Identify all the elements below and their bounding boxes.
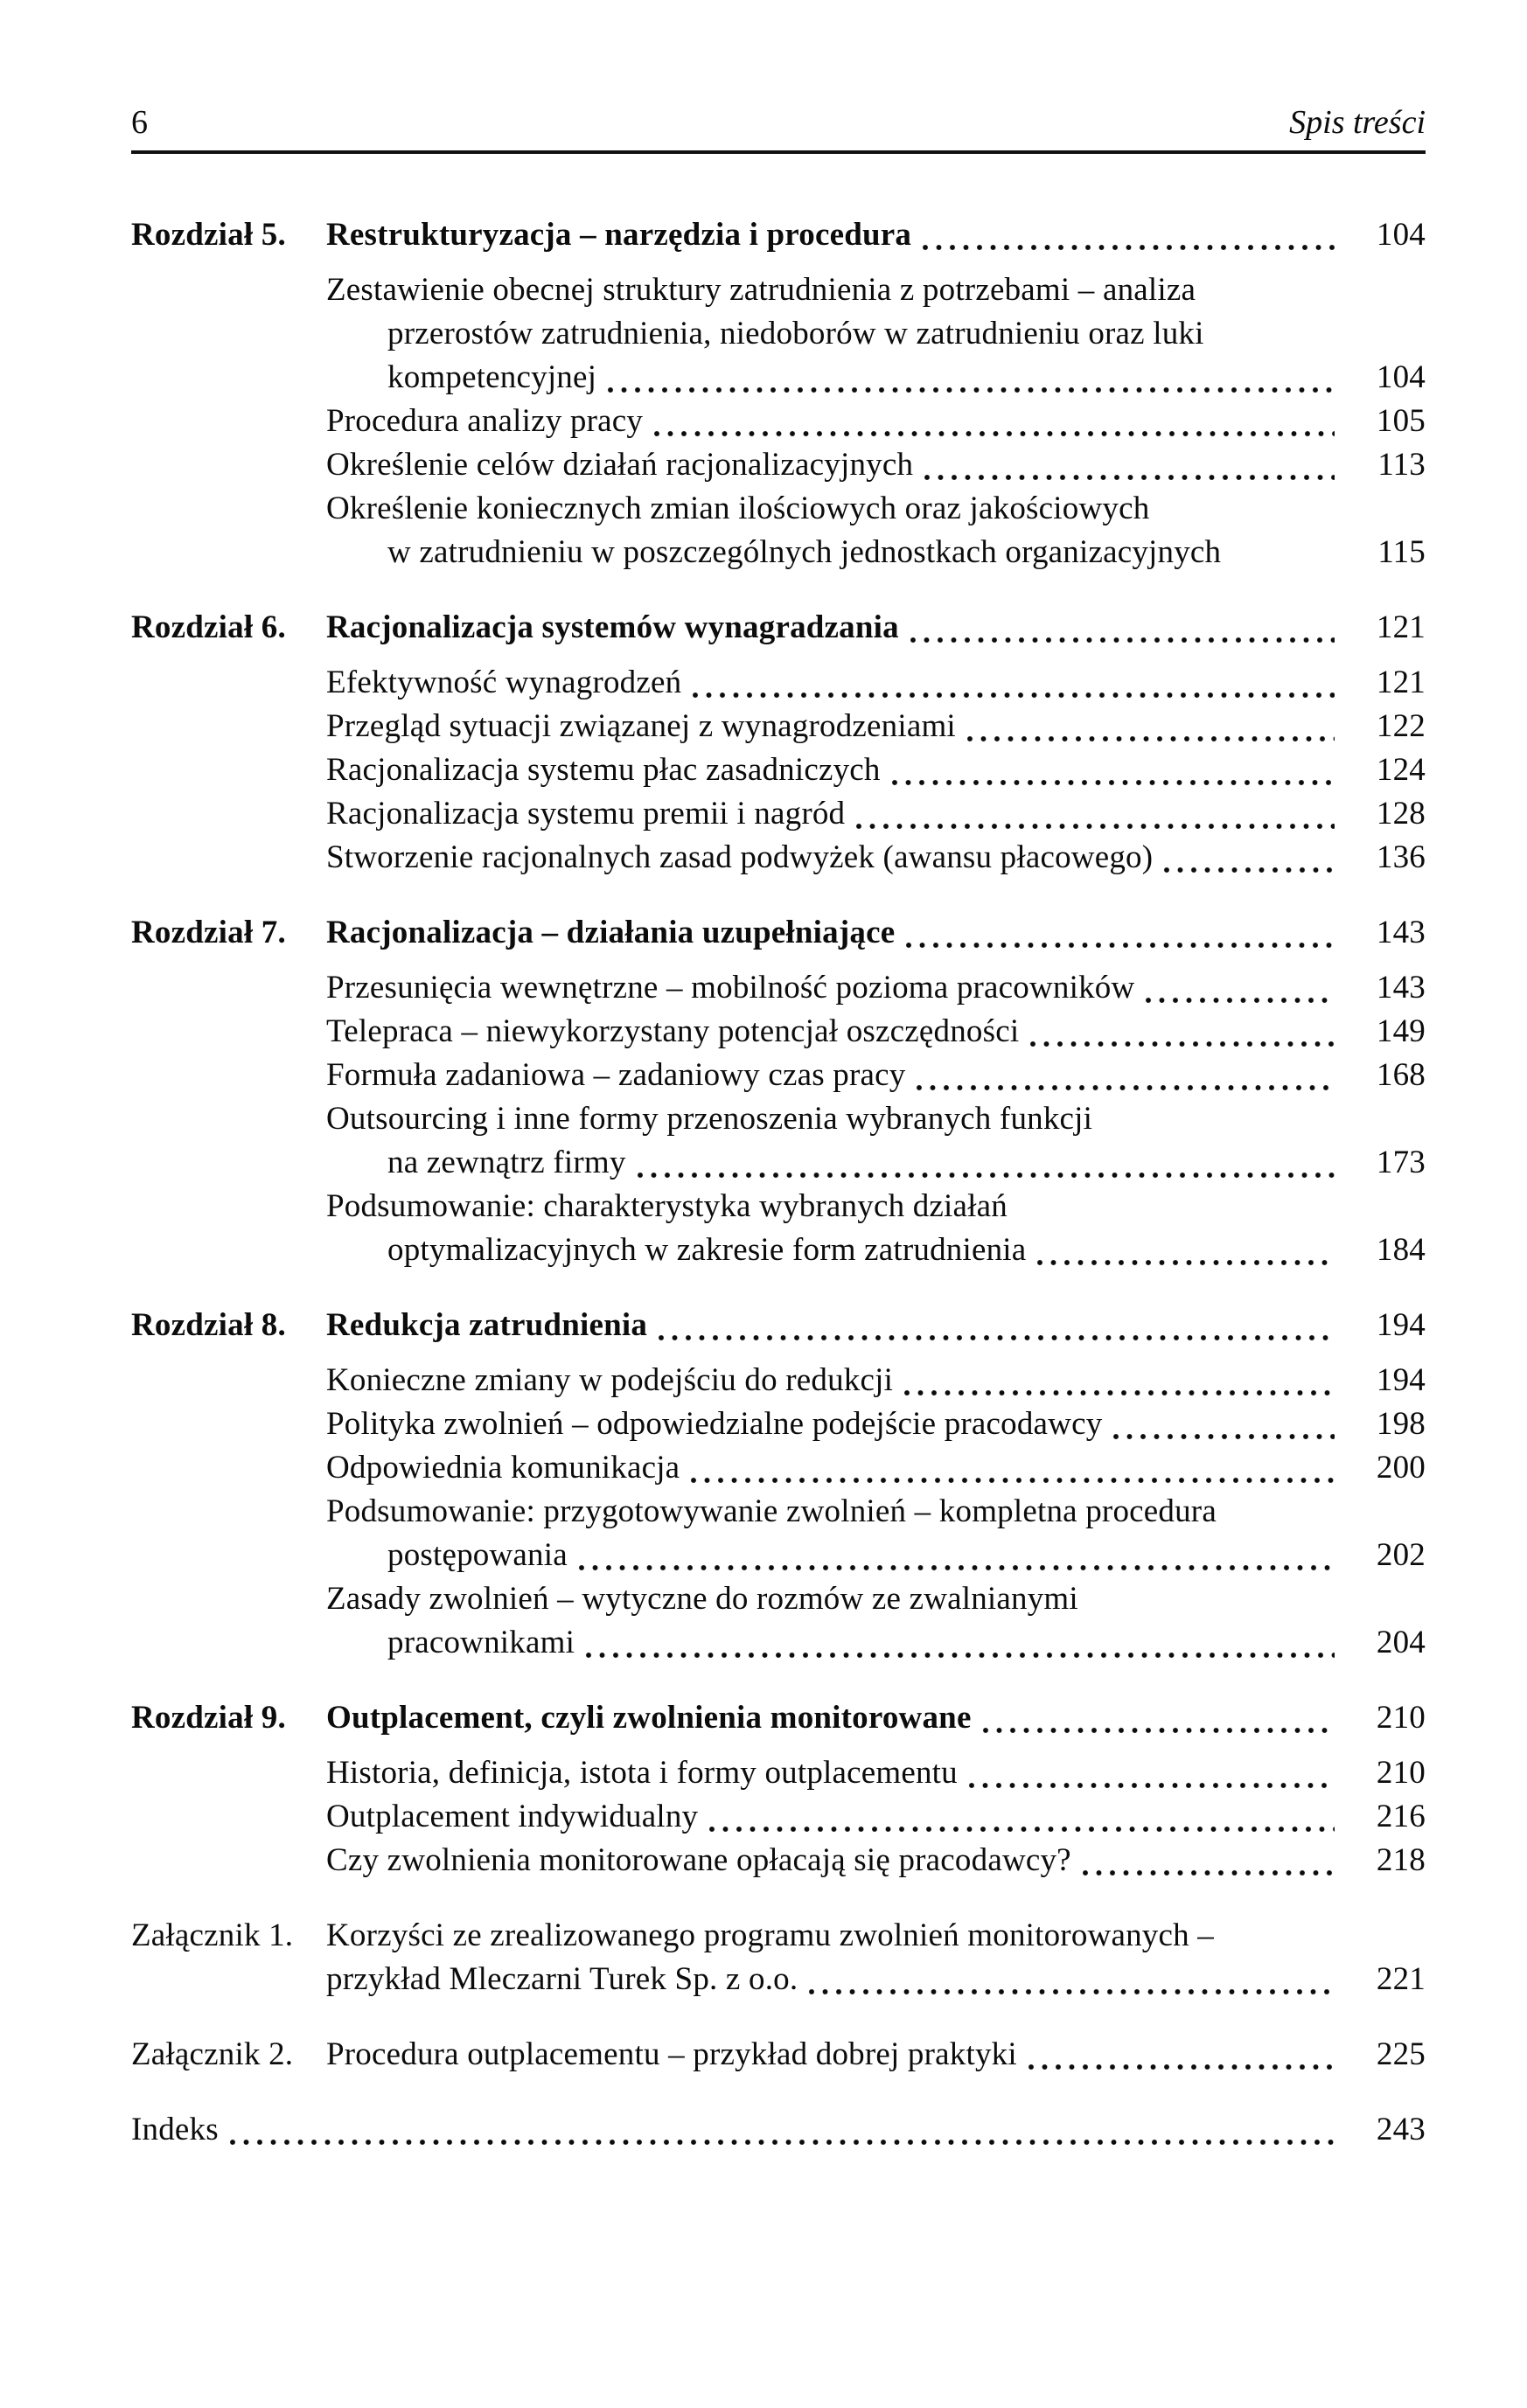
subentry-text: Przesunięcia wewnętrzne – mobilność pozioma pracowników	[326, 970, 1135, 1006]
page-ref: 210	[1376, 1755, 1426, 1791]
subentry-text: Podsumowanie: przygotowywanie zwolnień – kompletna procedura	[326, 1493, 1217, 1529]
running-title: Spis treści	[1289, 104, 1426, 141]
toc-line	[326, 1914, 1426, 1958]
toc-entry-zalacznik-2	[131, 2033, 1426, 2077]
dot-leader	[1161, 836, 1335, 880]
appendix-heading	[131, 2033, 1426, 2077]
toc-line	[326, 1228, 1426, 1272]
subentry-text: Racjonalizacja systemu premii i nagród	[326, 796, 846, 832]
chapter-heading	[131, 213, 1426, 257]
subentry-text: Czy zwolnienia monitorowane opłacają się pracodawcy?	[326, 1842, 1071, 1878]
chapter-subentries	[326, 268, 1426, 574]
dot-leader	[889, 748, 1335, 792]
toc-subentry	[326, 748, 1426, 792]
page-ref: 216	[1376, 1799, 1426, 1834]
subentry-text: kompetencyjnej	[387, 359, 597, 395]
subentry-text: Podsumowanie: charakterystyka wybranych działań	[326, 1188, 1008, 1224]
toc-subentry	[326, 1402, 1426, 1446]
appendix-heading	[131, 1914, 1426, 2001]
page-number: 6	[131, 104, 148, 141]
page-ref: 104	[1376, 359, 1426, 395]
toc-subentry	[326, 1490, 1426, 1577]
page-ref: 121	[1376, 665, 1426, 700]
toc-line	[326, 487, 1426, 531]
toc-line	[326, 1621, 1426, 1665]
toc-subentry	[326, 1185, 1426, 1272]
subentry-text: na zewnątrz firmy	[387, 1145, 626, 1180]
appendix-title: przykład Mleczarni Turek Sp. z o.o.	[326, 1961, 798, 1997]
toc-line	[326, 1010, 1426, 1054]
toc-subentry	[326, 705, 1426, 748]
toc-line	[326, 1402, 1426, 1446]
page-ref: 128	[1376, 796, 1426, 832]
dot-leader	[583, 1621, 1335, 1665]
chapter-title-lines	[326, 1696, 1426, 1740]
page-ref: 105	[1376, 403, 1426, 439]
toc-line	[326, 748, 1426, 792]
toc-line	[326, 268, 1426, 312]
appendix-title-lines	[326, 2033, 1426, 2077]
subentry-text: Określenie celów działań racjonalizacyjnych	[326, 447, 914, 483]
page-ref: 149	[1376, 1013, 1426, 1049]
subentry-text: Stworzenie racjonalnych zasad podwyżek (awansu płacowego)	[326, 839, 1154, 875]
dot-leader	[903, 911, 1335, 955]
toc-line	[326, 1958, 1426, 2001]
dot-leader	[914, 1054, 1335, 1097]
page-ref: 210	[1376, 1700, 1426, 1736]
toc-subentry	[326, 268, 1426, 400]
subentry-text: Outsourcing i inne formy przenoszenia wybranych funkcji	[326, 1101, 1093, 1137]
toc-line	[326, 1097, 1426, 1141]
dot-leader	[980, 1696, 1335, 1740]
chapter-heading	[131, 911, 1426, 955]
toc-line	[326, 1185, 1426, 1228]
toc-entry-zalacznik-1	[131, 1914, 1426, 2001]
page-ref: 184	[1376, 1232, 1426, 1268]
page-ref: 115	[1377, 534, 1426, 570]
subentry-text: Przegląd sytuacji związanej z wynagrodzeniami	[326, 708, 956, 744]
chapter-subentries	[326, 1359, 1426, 1665]
page-ref: 243	[1376, 2112, 1426, 2147]
subentry-text: Odpowiednia komunikacja	[326, 1450, 680, 1486]
subentry-text: Historia, definicja, istota i formy outplacementu	[326, 1755, 958, 1791]
toc-entry-indeks	[131, 2108, 1426, 2152]
subentry-text: Określenie koniecznych zmian ilościowych oraz jakościowych	[326, 491, 1150, 526]
subentry-text: w zatrudnieniu w poszczególnych jednostkach organizacyjnych	[387, 534, 1222, 570]
page-ref: 113	[1377, 447, 1426, 483]
dot-leader	[806, 1958, 1335, 2001]
toc-line	[326, 1490, 1426, 1534]
toc-line	[326, 966, 1426, 1010]
toc-subentry	[326, 487, 1426, 574]
toc-subentry	[326, 1054, 1426, 1097]
toc-line	[326, 1359, 1426, 1402]
subentry-text: przerostów zatrudnienia, niedoborów w zatrudnieniu oraz luki	[387, 316, 1204, 351]
toc-subentry	[326, 1577, 1426, 1665]
subentry-text: Konieczne zmiany w podejściu do redukcji	[326, 1362, 894, 1398]
toc-subentry	[326, 1010, 1426, 1054]
toc-subentry	[326, 661, 1426, 705]
chapter-title: Outplacement, czyli zwolnienia monitorowane	[326, 1700, 972, 1736]
chapter-title: Restrukturyzacja – narzędzia i procedura	[326, 217, 912, 253]
chapter-label: Rozdział 8.	[131, 1307, 286, 1343]
toc-entry-rozdzial-8	[131, 1304, 1426, 1665]
toc-line	[326, 1577, 1426, 1621]
page-ref: 173	[1376, 1145, 1426, 1180]
toc-line	[326, 1304, 1426, 1347]
subentry-text: Polityka zwolnień – odpowiedzialne podejście pracodawcy	[326, 1406, 1103, 1442]
dot-leader	[707, 1795, 1335, 1839]
toc-subentry	[326, 1446, 1426, 1490]
page-header	[131, 101, 1426, 143]
dot-leader	[1026, 2033, 1335, 2077]
dot-leader	[635, 1141, 1335, 1185]
toc-line	[326, 531, 1426, 574]
toc-line	[326, 356, 1426, 400]
subentry-text: Zestawienie obecnej struktury zatrudnienia z potrzebami – analiza	[326, 272, 1196, 308]
toc-line	[326, 1751, 1426, 1795]
chapter-heading	[131, 1304, 1426, 1347]
toc-line	[326, 836, 1426, 880]
page-ref: 122	[1376, 708, 1426, 744]
page-ref: 204	[1376, 1625, 1426, 1660]
chapter-title-lines	[326, 1304, 1426, 1347]
dot-leader	[1035, 1228, 1335, 1272]
index-title: Indeks	[131, 2112, 219, 2147]
dot-leader	[854, 792, 1335, 836]
dot-leader	[688, 1446, 1335, 1490]
subentry-text: Zasady zwolnień – wytyczne do rozmów ze zwalnianymi	[326, 1581, 1078, 1617]
page-ref: 202	[1376, 1537, 1426, 1573]
subentry-text: Procedura analizy pracy	[326, 403, 644, 439]
toc-line	[326, 792, 1426, 836]
page-ref: 124	[1376, 752, 1426, 788]
subentry-text: optymalizacyjnych w zakresie form zatrudnienia	[387, 1232, 1027, 1268]
page-ref: 200	[1376, 1450, 1426, 1486]
toc-line	[326, 705, 1426, 748]
dot-leader	[227, 2108, 1335, 2152]
dot-leader	[1080, 1839, 1335, 1883]
page-ref: 104	[1376, 217, 1426, 253]
chapter-label: Rozdział 6.	[131, 609, 286, 645]
toc-subentry	[326, 1097, 1426, 1185]
chapter-heading	[131, 606, 1426, 650]
dot-leader	[922, 443, 1335, 487]
page-ref: 143	[1376, 915, 1426, 950]
page-ref: 194	[1376, 1362, 1426, 1398]
dot-leader	[652, 400, 1335, 443]
page-ref: 194	[1376, 1307, 1426, 1343]
toc-line	[131, 2108, 1426, 2152]
page-ref: 225	[1376, 2036, 1426, 2072]
chapter-title-lines	[326, 606, 1426, 650]
subentry-text: Telepraca – niewykorzystany potencjał oszczędności	[326, 1013, 1020, 1049]
chapter-title: Redukcja zatrudnienia	[326, 1307, 648, 1343]
toc-entry-rozdzial-6	[131, 606, 1426, 880]
toc-subentry	[326, 792, 1426, 836]
page-ref: 221	[1376, 1961, 1426, 1997]
chapter-label: Rozdział 7.	[131, 915, 286, 950]
dot-leader	[690, 661, 1335, 705]
subentry-text: postępowania	[387, 1537, 568, 1573]
toc-entry-rozdzial-7	[131, 911, 1426, 1272]
toc-subentry	[326, 1795, 1426, 1839]
page-ref: 121	[1376, 609, 1426, 645]
appendix-title-lines	[326, 1914, 1426, 2001]
header-rule	[131, 150, 1426, 154]
dot-leader	[1143, 966, 1335, 1010]
dot-leader	[1028, 1010, 1335, 1054]
dot-leader	[1230, 531, 1335, 574]
page-ref: 136	[1376, 839, 1426, 875]
chapter-heading	[131, 1696, 1426, 1740]
page-ref: 143	[1376, 970, 1426, 1006]
toc-subentry	[326, 1751, 1426, 1795]
subentry-text: Formuła zadaniowa – zadaniowy czas pracy	[326, 1057, 906, 1093]
toc-line	[326, 2033, 1426, 2077]
appendix-label: Załącznik 1.	[131, 1917, 294, 1953]
page-ref: 168	[1376, 1057, 1426, 1093]
chapter-label: Rozdział 9.	[131, 1700, 286, 1736]
chapter-subentries	[326, 966, 1426, 1272]
toc-line	[326, 606, 1426, 650]
toc-subentry	[326, 836, 1426, 880]
toc-subentry	[326, 443, 1426, 487]
toc-line	[326, 1054, 1426, 1097]
dot-leader	[908, 606, 1335, 650]
dot-leader	[902, 1359, 1335, 1402]
subentry-text: Racjonalizacja systemu płac zasadniczych	[326, 752, 881, 788]
toc-line	[326, 1446, 1426, 1490]
subentry-text: Outplacement indywidualny	[326, 1799, 699, 1834]
dot-leader	[605, 356, 1335, 400]
dot-leader	[656, 1304, 1335, 1347]
chapter-title: Racjonalizacja – działania uzupełniające	[326, 915, 896, 950]
chapter-subentries	[326, 661, 1426, 880]
page-ref: 198	[1376, 1406, 1426, 1442]
subentry-text: Efektywność wynagrodzeń	[326, 665, 682, 700]
toc-line	[326, 1141, 1426, 1185]
chapter-title-lines	[326, 911, 1426, 955]
chapter-subentries	[326, 1751, 1426, 1883]
dot-leader	[920, 213, 1335, 257]
toc-subentry	[326, 400, 1426, 443]
toc-line	[326, 1696, 1426, 1740]
toc-entry-rozdzial-5	[131, 213, 1426, 574]
appendix-label: Załącznik 2.	[131, 2036, 294, 2072]
page-ref: 218	[1376, 1842, 1426, 1878]
dot-leader	[966, 1751, 1335, 1795]
toc-line	[326, 213, 1426, 257]
table-of-contents	[131, 213, 1426, 2152]
toc-line	[326, 1795, 1426, 1839]
toc-subentry	[326, 1359, 1426, 1402]
appendix-title: Procedura outplacementu – przykład dobrej praktyki	[326, 2036, 1017, 2072]
appendix-title: Korzyści ze zrealizowanego programu zwolnień monitorowanych –	[326, 1917, 1214, 1953]
dot-leader	[1111, 1402, 1335, 1446]
toc-line	[326, 1534, 1426, 1577]
chapter-label: Rozdział 5.	[131, 217, 286, 253]
toc-subentry	[326, 1839, 1426, 1883]
toc-line	[326, 661, 1426, 705]
dot-leader	[576, 1534, 1335, 1577]
dot-leader	[965, 705, 1335, 748]
toc-entry-rozdzial-9	[131, 1696, 1426, 1883]
toc-line	[326, 312, 1426, 356]
subentry-text: pracownikami	[387, 1625, 575, 1660]
toc-line	[326, 443, 1426, 487]
toc-line	[326, 1839, 1426, 1883]
toc-subentry	[326, 966, 1426, 1010]
chapter-title-lines	[326, 213, 1426, 257]
toc-line	[326, 911, 1426, 955]
toc-line	[326, 400, 1426, 443]
chapter-title: Racjonalizacja systemów wynagradzania	[326, 609, 899, 645]
